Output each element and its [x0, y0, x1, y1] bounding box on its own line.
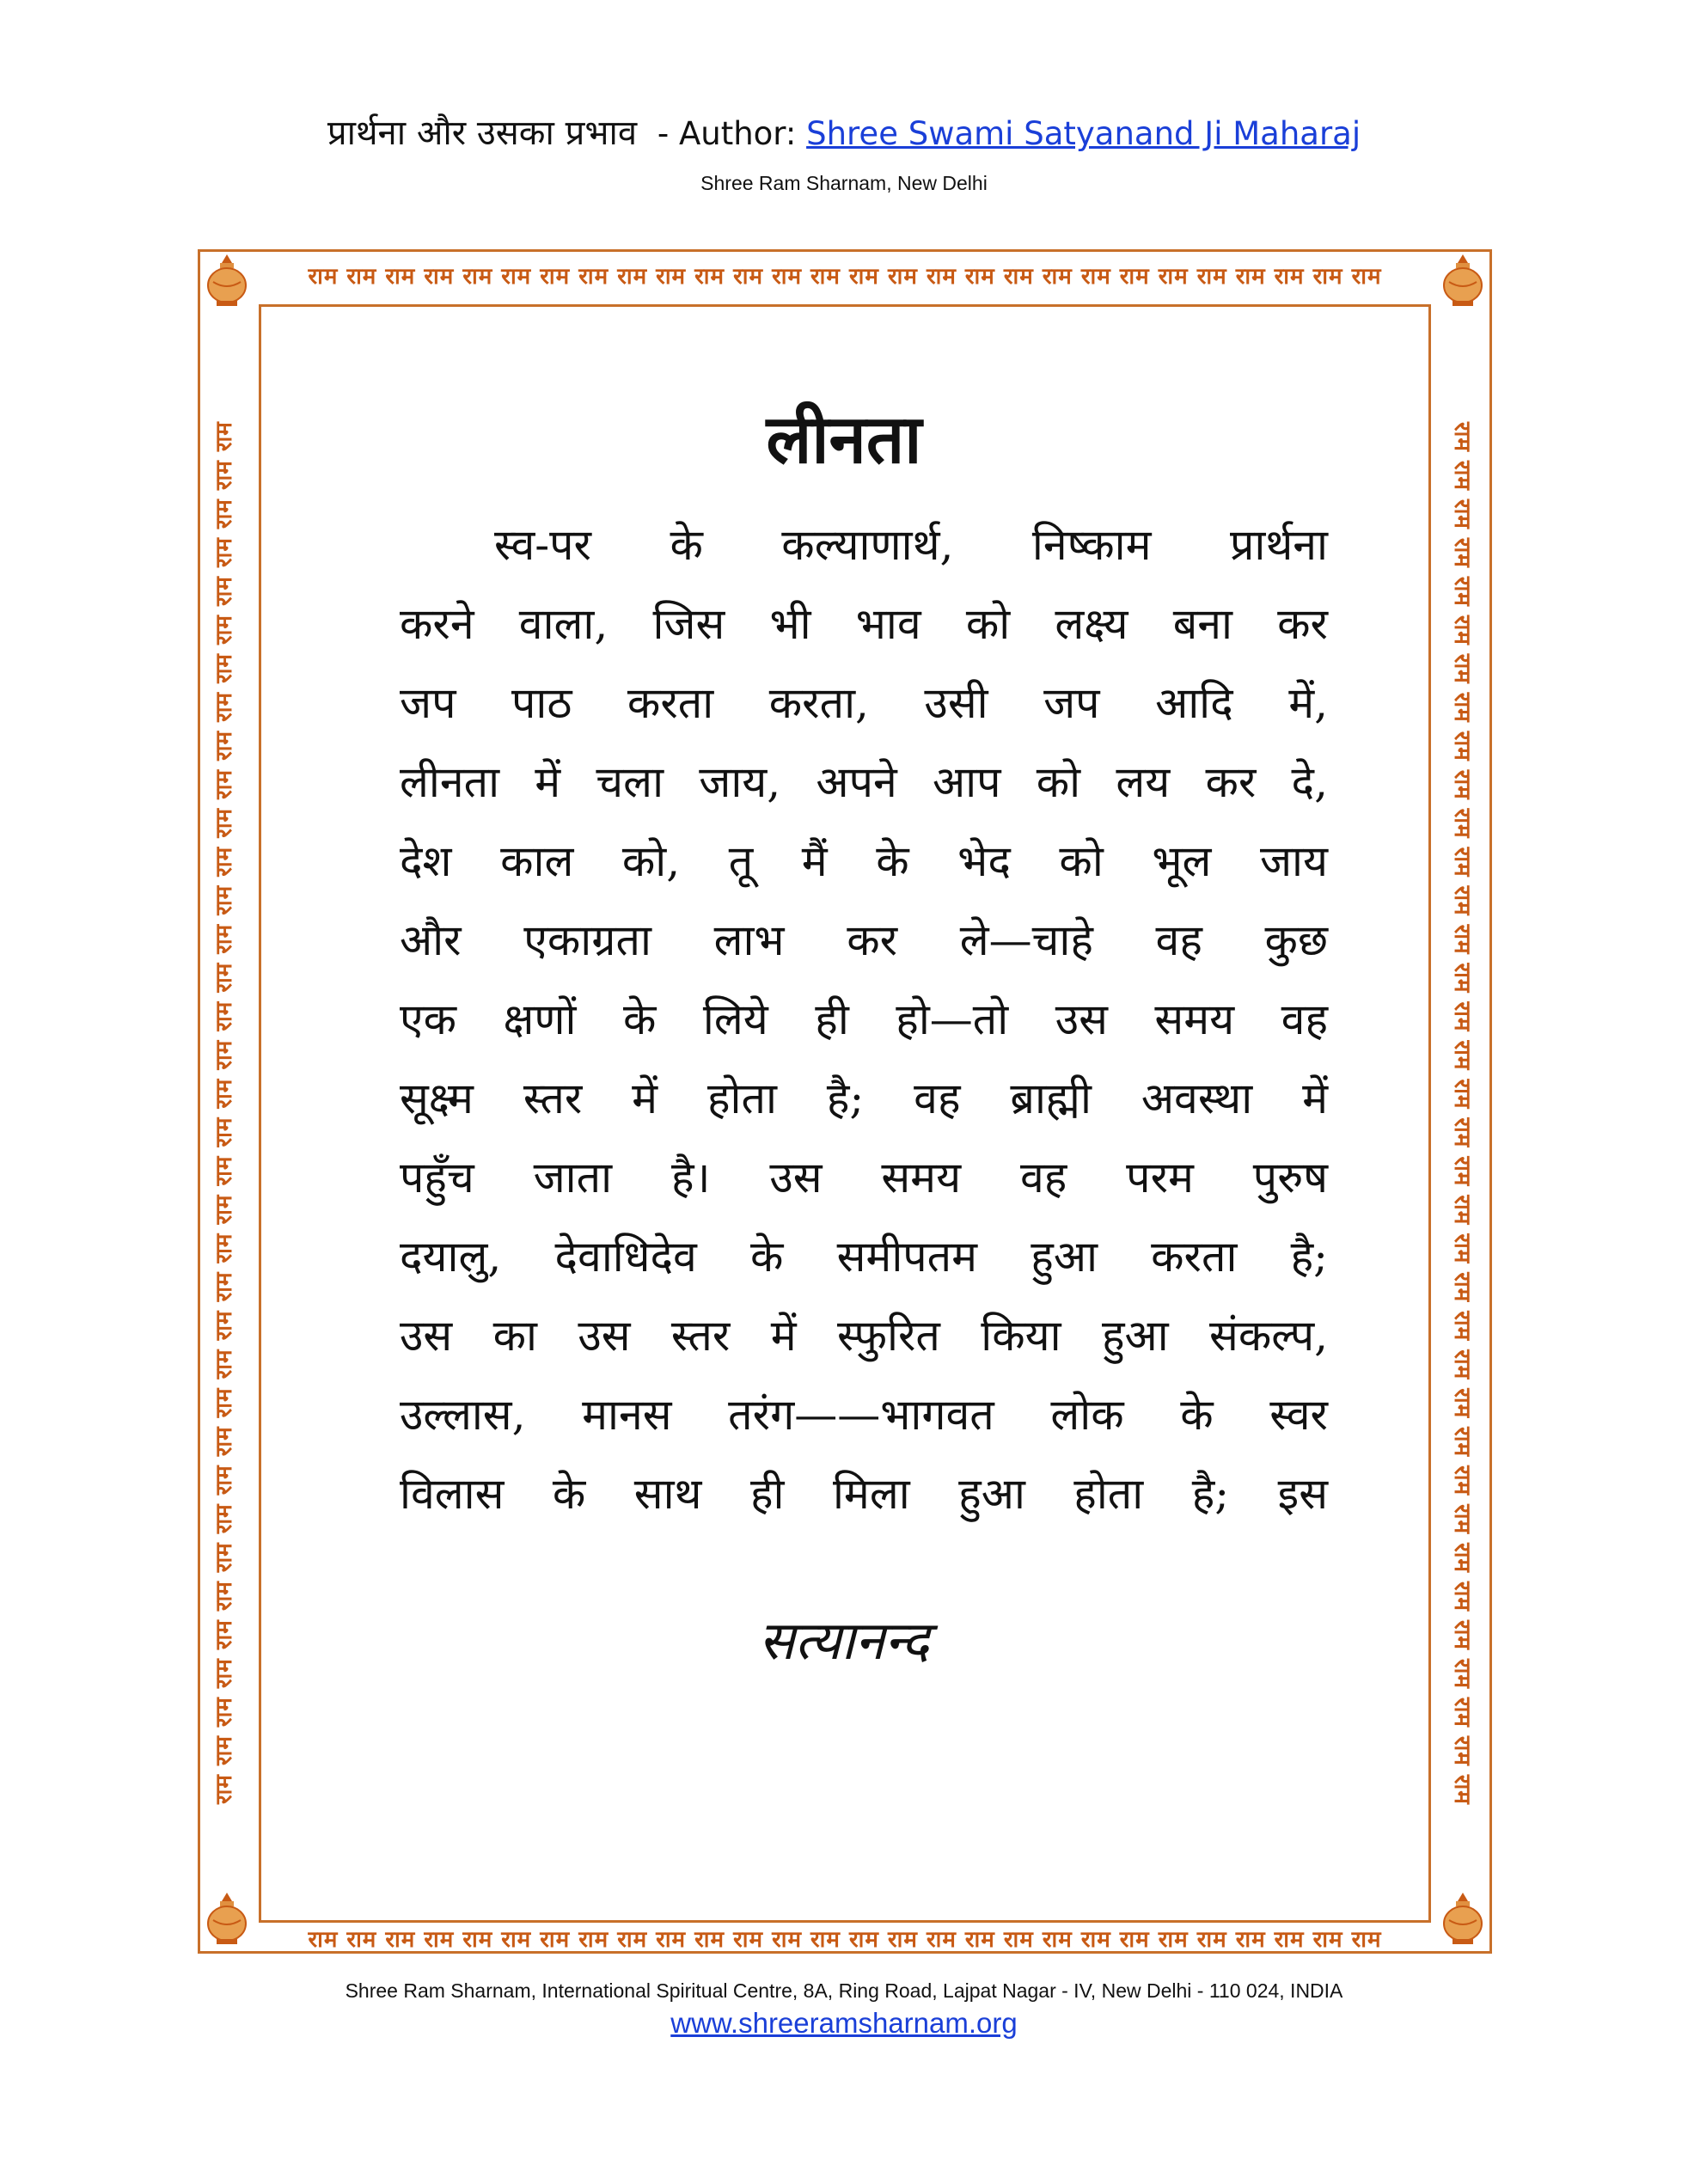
text-line: उस का उस स्तर में स्फुरित किया हुआ संकल्प,	[400, 1311, 1328, 1361]
text-line: दयालु, देवाधिदेव के समीपतम हुआ करता है;	[400, 1232, 1328, 1282]
text-line: जप पाठ करता करता, उसी जप आदि में,	[400, 678, 1328, 728]
footer-address: Shree Ram Sharnam, International Spiritual Centre, 8A, Ring Road, Lajpat Nagar - IV, New Delhi - 110 024, INDIA	[345, 1979, 1343, 2002]
author-label: - Author:	[657, 115, 797, 152]
text-line: और एकाग्रता लाभ कर ले—चाहे वह कुछ	[400, 915, 1328, 965]
website-link[interactable]: www.shreeramsharnam.org	[670, 2007, 1018, 2039]
ram-border-bottom: राम राम राम राम राम राम राम राम राम राम राम राम राम राम राम राम राम राम राम राम राम राम राम राम राम राम राम राम	[308, 1927, 1382, 1953]
text-line: उल्लास, मानस तरंग——भागवत लोक के स्वर	[400, 1390, 1328, 1440]
text-line: पहुँच जाता है। उस समय वह परम पुरुष	[400, 1153, 1328, 1202]
header-line	[0, 107, 1688, 155]
ram-border-top: राम राम राम राम राम राम राम राम राम राम राम राम राम राम राम राम राम राम राम राम राम राम राम राम राम राम राम राम	[308, 264, 1382, 290]
kalash-icon	[201, 1889, 253, 1946]
section-heading: लीनता	[766, 401, 922, 479]
text-line: स्व-पर के कल्याणार्थ, निष्काम प्रार्थना	[494, 520, 1328, 570]
header-subtitle: Shree Ram Sharnam, New Delhi	[700, 172, 988, 194]
body-paragraph	[400, 505, 1328, 1533]
kalash-icon	[201, 251, 253, 308]
document-title: प्रार्थना और उसका प्रभाव	[327, 113, 638, 153]
kalash-icon	[1437, 1889, 1489, 1946]
text-line: एक क्षणों के लिये ही हो—तो उस समय वह	[400, 994, 1328, 1044]
kalash-icon	[1437, 251, 1489, 308]
text-line: लीनता में चला जाय, अपने आप को लय कर दे,	[400, 757, 1328, 807]
ram-border-left: राम राम राम राम राम राम राम राम राम राम राम राम राम राम राम राम राम राम राम राम राम राम राम राम राम राम राम राम राम राम राम राम राम राम राम राम	[211, 421, 237, 1805]
text-line: करने वाला, जिस भी भाव को लक्ष्य बना कर	[400, 599, 1328, 649]
text-line: देश काल को, तू मैं के भेद को भूल जाय	[400, 836, 1328, 886]
text-line: सूक्ष्म स्तर में होता है; वह ब्राह्मी अवस्था में	[400, 1074, 1328, 1123]
author-link[interactable]: Shree Swami Satyanand Ji Maharaj	[806, 115, 1361, 152]
ram-border-right: राम राम राम राम राम राम राम राम राम राम राम राम राम राम राम राम राम राम राम राम राम राम राम राम राम राम राम राम राम राम राम राम राम राम राम राम	[1449, 421, 1475, 1805]
page-footer	[0, 1979, 1688, 2040]
text-line: विलास के साथ ही मिला हुआ होता है; इस	[400, 1469, 1328, 1519]
signature: सत्यानन्द	[758, 1609, 930, 1672]
page-header	[0, 107, 1688, 195]
